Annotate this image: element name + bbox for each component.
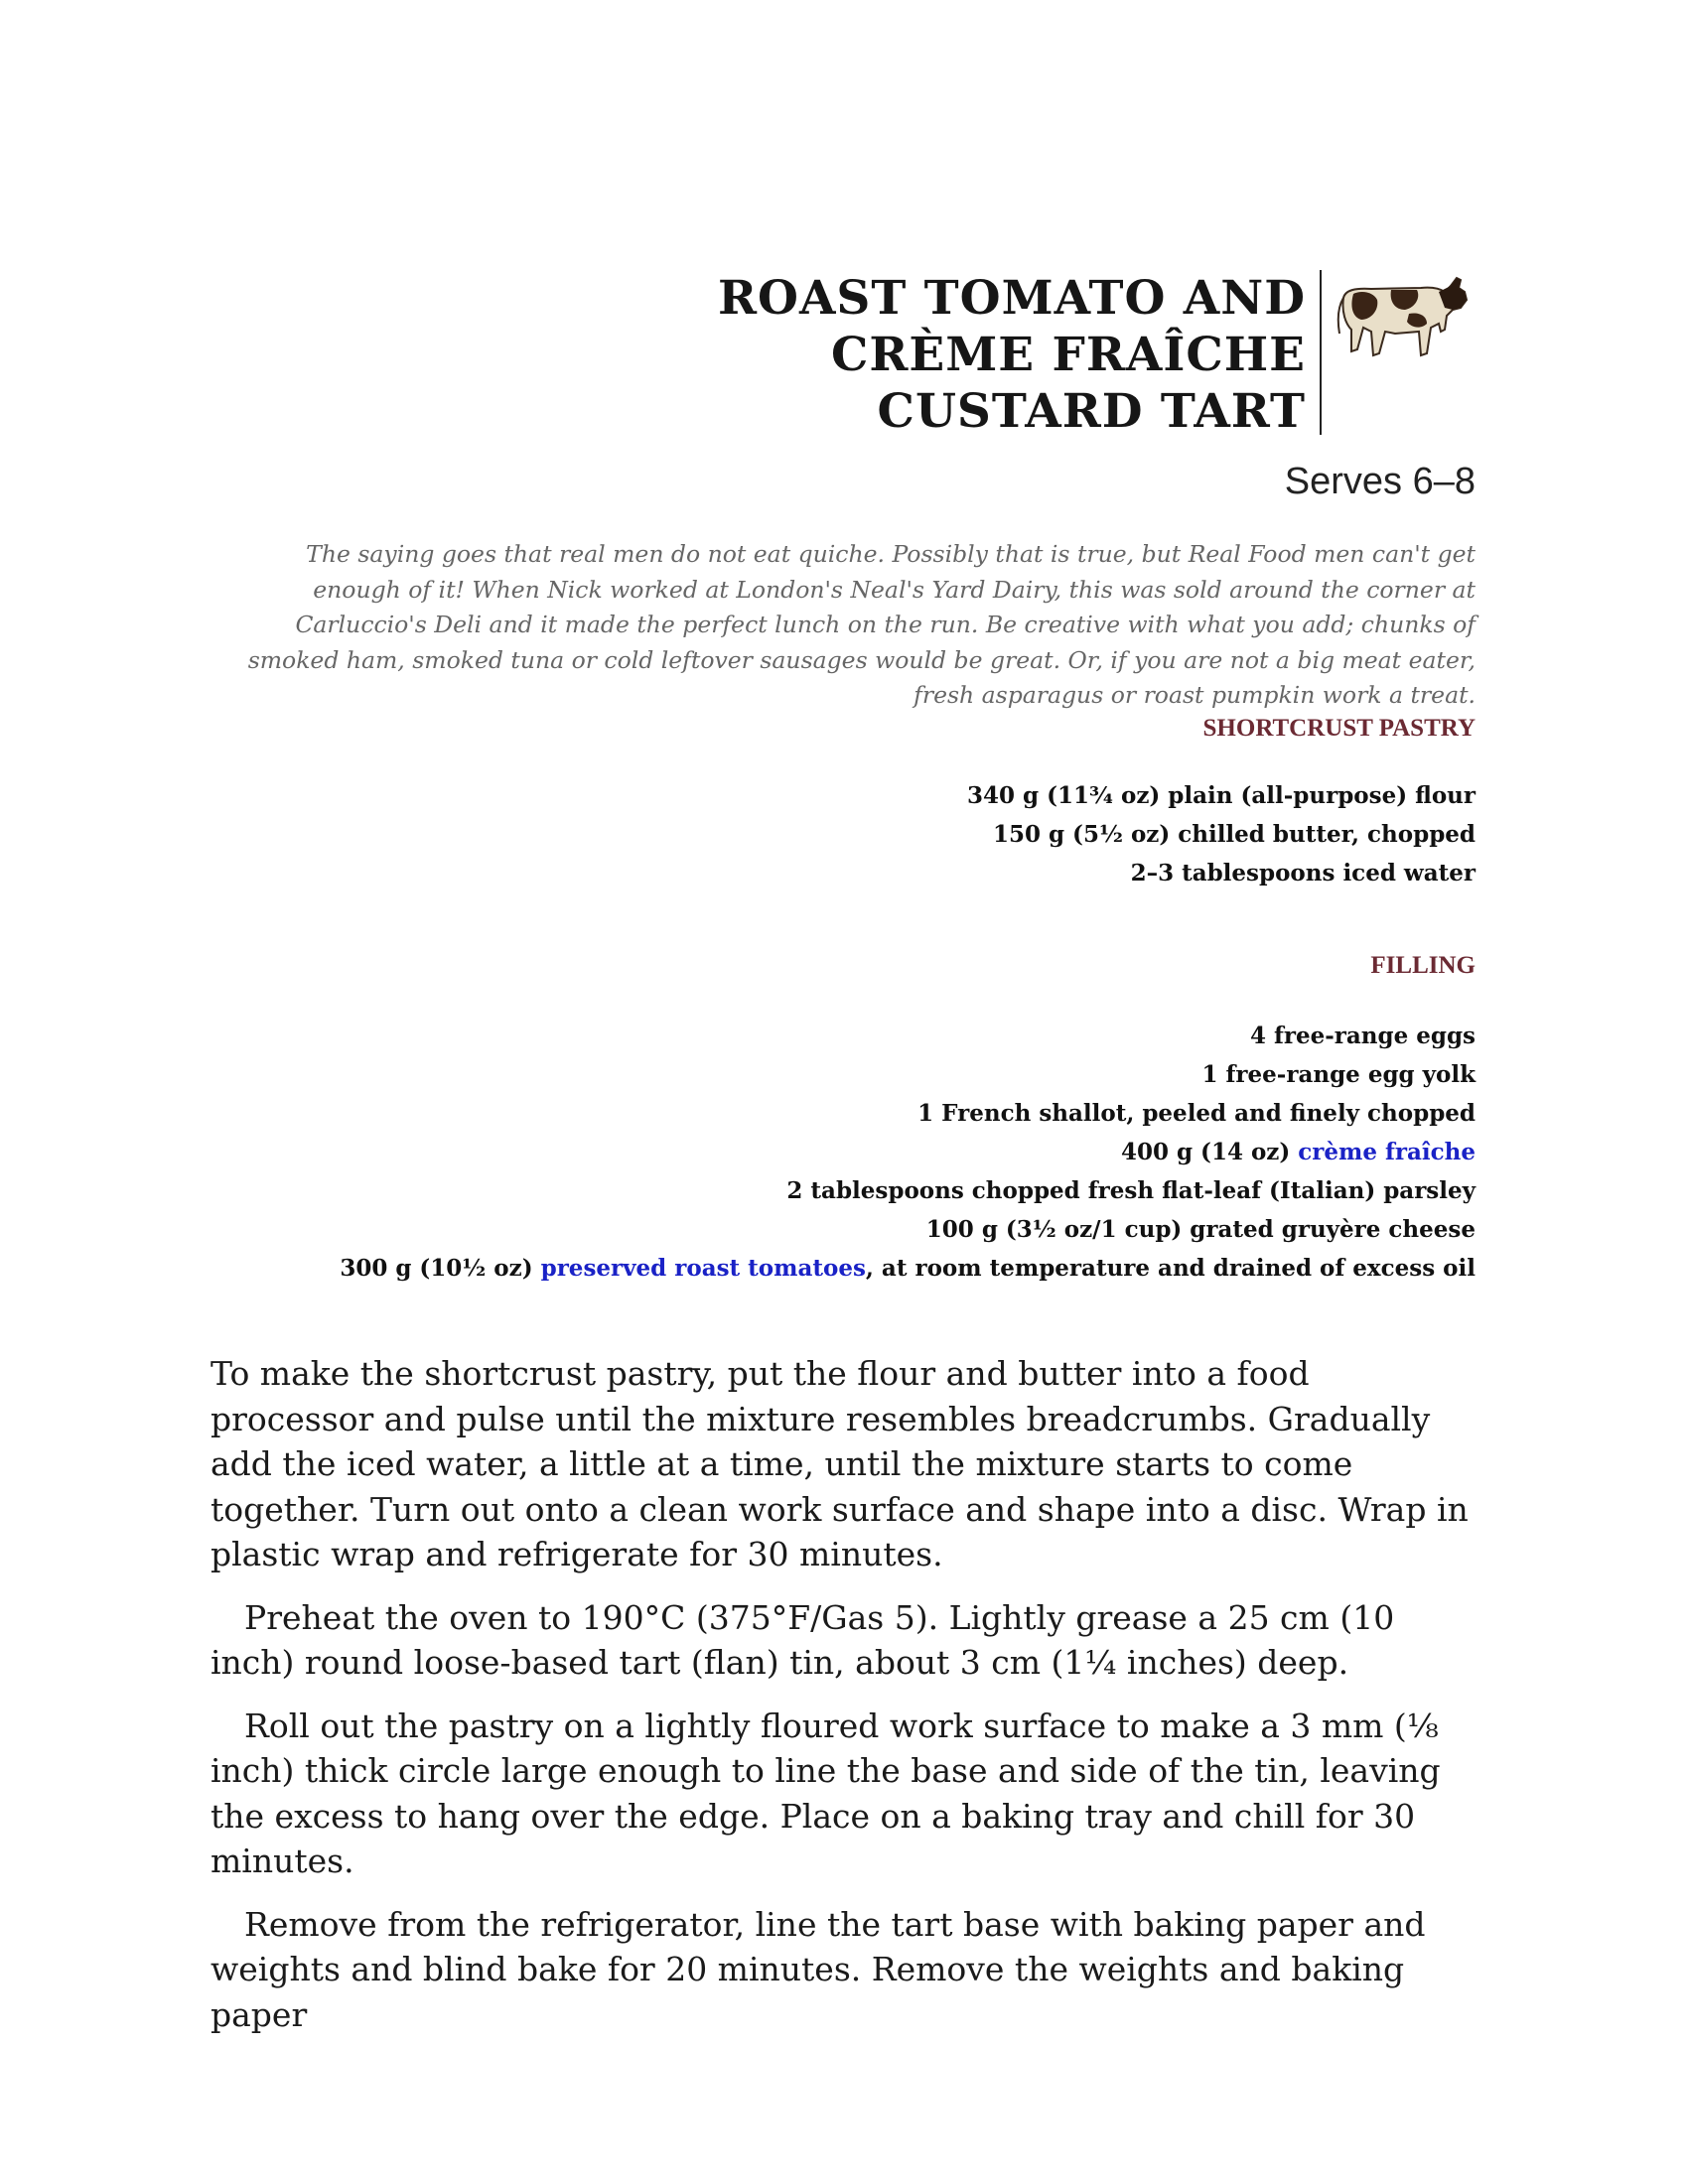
ingredient-amount: 300 g (10½ oz) xyxy=(340,1255,541,1282)
title-divider xyxy=(1320,270,1322,435)
shortcrust-ingredients xyxy=(185,776,1476,892)
filling-heading: FILLING xyxy=(1370,952,1476,979)
ingredient-item: 340 g (11¾ oz) plain (all-purpose) flour xyxy=(967,782,1476,809)
recipe-title xyxy=(556,270,1306,440)
method-paragraph: Remove from the refrigerator, line the tart base with baking paper and weights and blind bake for 20 minutes. Remove the weights and baking paper xyxy=(211,1904,1426,2034)
recipe-intro: The saying goes that real men do not eat quiche. Possibly that is true, but Real Food men can't get enough of it! When Nick worked at London's Neal's Yard Dairy, this was sold around the corner at Carluccio's Deli and it made the perfect lunch on the run. Be creative with what you add; chunks of smoked ham, smoked tuna or cold leftover sausages would be great. Or, if you are not a big meat eater, fresh asparagus or roast pumpkin work a treat. xyxy=(247,540,1476,709)
ingredient-item: 2 tablespoons chopped fresh flat-leaf (Italian) parsley xyxy=(786,1177,1476,1204)
recipe-title-line-3: CUSTARD TART xyxy=(877,384,1306,439)
recipe-title-line-1: ROAST TOMATO AND xyxy=(717,271,1306,326)
method-paragraph: Roll out the pastry on a lightly floured work surface to make a 3 mm (⅛ inch) thick circle large enough to line the base and side of the tin, leaving the excess to hang over the edge. Place on a baking tray and chill for 30 minutes. xyxy=(211,1706,1441,1880)
ingredient-item: 1 free-range egg yolk xyxy=(1201,1061,1476,1088)
ingredient-item xyxy=(185,1249,1476,1288)
serves-text: Serves 6–8 xyxy=(1284,461,1476,502)
ingredient-amount: 400 g (14 oz) xyxy=(1120,1139,1299,1165)
method-paragraph: To make the shortcrust pastry, put the flour and butter into a food processor and pulse until the mixture resembles breadcrumbs. Gradually add the iced water, a little at a time, until the mixture starts to come together. Turn out onto a clean work surface and shape into a disc. Wrap in plastic wrap and refrigerate for 30 minutes. xyxy=(211,1354,1469,1573)
ingredient-item: 150 g (5½ oz) chilled butter, chopped xyxy=(992,821,1476,848)
recipe-title-line-2: CRÈME FRAÎCHE xyxy=(830,328,1306,382)
ingredient-note: , at room temperature and drained of excess oil xyxy=(865,1255,1476,1282)
method-text xyxy=(211,1351,1481,2055)
ingredient-item: 1 French shallot, peeled and finely chopped xyxy=(917,1100,1476,1127)
cow-icon xyxy=(1336,268,1470,367)
ingredient-item: 4 free-range eggs xyxy=(1249,1023,1476,1049)
ingredient-item: 100 g (3½ oz/1 cup) grated gruyère cheese xyxy=(925,1216,1476,1243)
method-paragraph: Preheat the oven to 190°C (375°F/Gas 5). Lightly grease a 25 cm (10 inch) round loose-based tart (flan) tin, about 3 cm (1¼ inches) deep. xyxy=(211,1597,1395,1682)
shortcrust-heading: SHORTCRUST PASTRY xyxy=(1202,715,1476,742)
creme-fraiche-link[interactable]: crème fraîche xyxy=(1298,1139,1476,1165)
preserved-roast-tomatoes-link[interactable]: preserved roast tomatoes xyxy=(540,1255,866,1282)
ingredient-item: 2–3 tablespoons iced water xyxy=(1130,860,1476,887)
filling-ingredients xyxy=(185,1017,1476,1288)
ingredient-item xyxy=(185,1133,1476,1171)
